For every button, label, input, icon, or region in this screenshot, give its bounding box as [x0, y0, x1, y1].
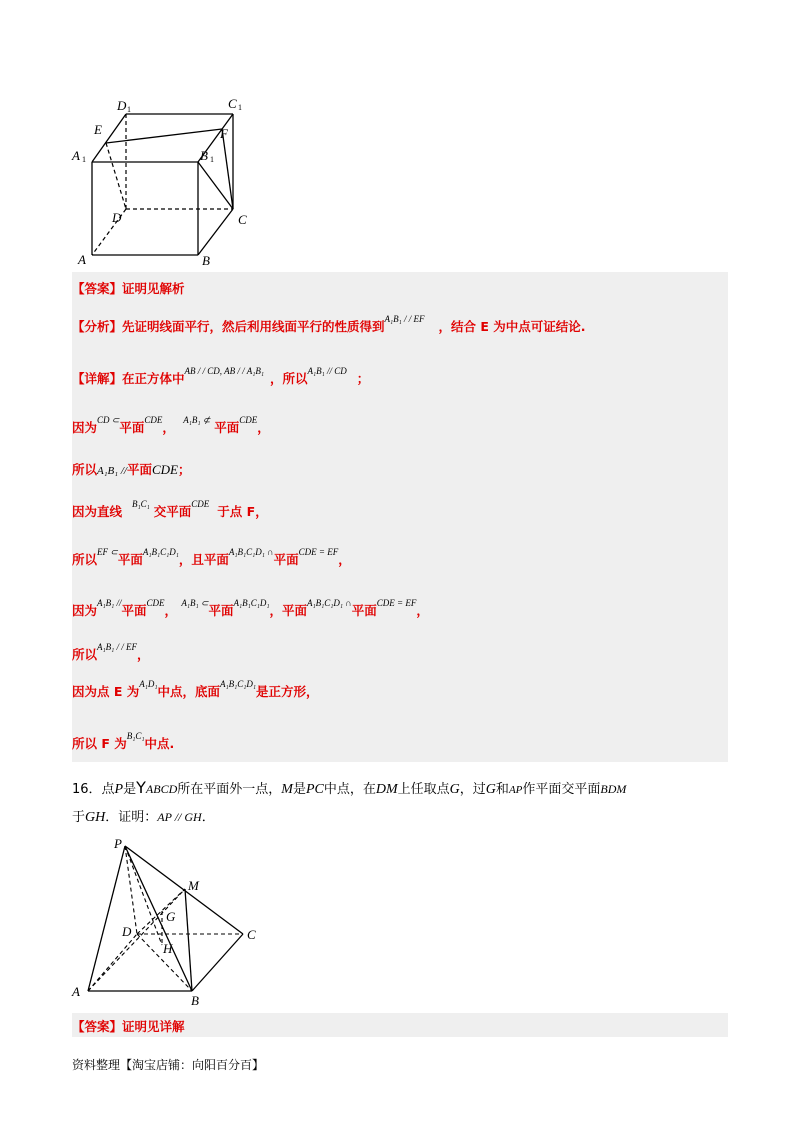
step-line-8: 所以$^{A_1B_1 / / EF}$， [72, 642, 150, 662]
question-16-line-1: 16．点P是YABCD所在平面外一点，M是PC中点，在DM上任取点G，过G和AP作平面交平面BDM [72, 778, 627, 797]
label-A1: A [72, 148, 80, 163]
label-P: P [114, 836, 122, 851]
label-G: G [166, 909, 176, 924]
label-C: C [238, 212, 247, 227]
label-B1: B [200, 148, 208, 163]
svg-text:1: 1 [127, 105, 131, 114]
label-B: B [202, 253, 210, 268]
label-A2: A [72, 984, 80, 999]
footer-text: 资料整理【淘宝店铺：向阳百分百】 [72, 1058, 265, 1072]
analysis-line: 【分析】先证明线面平行，然后利用线面平行的性质得到$^{A_1B_1 / / EF}$ ，结合 E 为中点可证结论. [72, 314, 586, 334]
label-E: E [94, 122, 102, 137]
label-C1: C [228, 96, 237, 111]
step-line-9: 因为点 E 为$^{A_1D_1}$中点，底面$^{A_1B_1C_1D_1}$是正方形， [72, 679, 319, 699]
label-C2: C [247, 927, 256, 942]
svg-text:1: 1 [238, 103, 242, 112]
answer-block-2: 【答案】证明见详解 [72, 1013, 728, 1037]
label-H: H [163, 941, 173, 956]
label-D2: D [122, 924, 132, 939]
label-D: D [112, 210, 122, 225]
answer-line: 【答案】证明见解析 [72, 281, 185, 296]
step-line-4: 所以A₁B₁ //平面CDE； [72, 462, 191, 477]
label-F: F [220, 126, 228, 141]
label-A: A [78, 252, 86, 267]
step-line-3: 因为$^{CD \subset}$平面$^{CDE}$， $^{A_1B_1 ⊄}$ 平面$^{CDE}$， [72, 415, 270, 435]
step-line-7: 因为$^{A_1B_1 //}$平面$^{CDE}$， $^{A_1B_1 \subset}$平面$^{A_1B_1C_1D_1}$，平面$^{A_1B_1C_1D_1 \cap}$平面$^{CDE = EF}$， [72, 598, 429, 618]
step-line-6: 所以$^{EF \subset}$平面$^{A_1B_1C_1D_1}$，且平面$^{A_1B_1C_1D_1 \cap}$平面$^{CDE = EF}$， [72, 547, 351, 567]
cube-figure [70, 92, 260, 272]
label-M: M [188, 878, 199, 893]
detail-line: 【详解】在正方体中$^{AB / / CD, AB / / A_1B_1}$ ，所以$^{A_1B_1 // CD}$ ； [72, 366, 370, 386]
pyramid-figure [70, 832, 270, 1012]
label-B2: B [191, 993, 199, 1008]
label-D1: D [117, 98, 127, 113]
step-line-10: 所以 F 为$^{B_1C_1}$中点. [72, 731, 175, 751]
svg-text:1: 1 [82, 155, 86, 164]
svg-text:1: 1 [210, 155, 214, 164]
step-line-5: 因为直线 $^{B_1C_1}$ 交平面$^{CDE}$ 于点 F， [72, 499, 268, 519]
solution-block [72, 272, 728, 762]
question-16-line-2: 于GH．证明：AP // GH． [72, 810, 215, 825]
